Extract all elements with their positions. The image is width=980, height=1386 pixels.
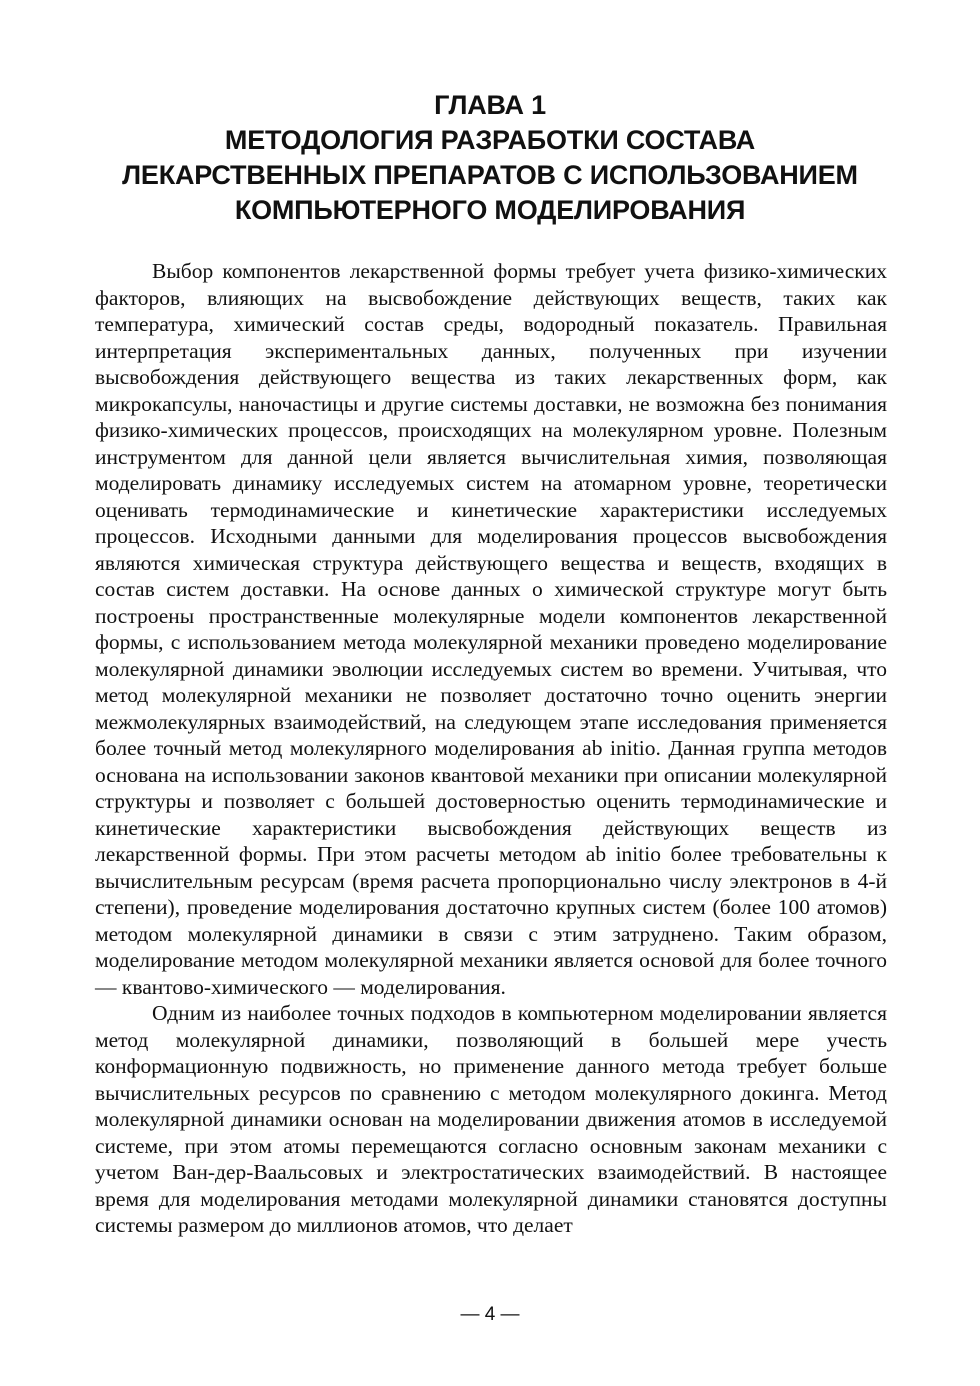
chapter-number: ГЛАВА 1 [434, 90, 546, 120]
chapter-title-line-1: МЕТОДОЛОГИЯ РАЗРАБОТКИ СОСТАВА [224, 125, 756, 155]
page-number: — 4 — [460, 1304, 520, 1325]
paragraph-1: Выбор компонентов лекарственной формы требует учета физико-химических факторов, влияющих на высвобождение действующих веществ, таких как температура, химический состав среды, водородный показатель. Правильная интерпретация экспериментальных данных, полученных при изучении высвобождения действующего вещества из таких лекарственных форм, как микрокапсулы, наночастицы и другие системы доставки, не возможна без понимания физико-химических процессов, происходящих на молекулярном уровне. Полезным инструментом для данной цели является вычислительная химия, позволяющая моделировать динамику исследуемых систем на атомарном уровне, теоретически оценивать термодинамические и кинетические характеристики исследуемых процессов. Исходными данными для моделирования процессов высвобождения являются химическая структура действующего вещества и веществ, входящих в состав систем доставки. На основе данных о химической структуре могут быть построены пространственные молекулярные модели компонентов лекарственной формы, с использованием метода молекулярной механики проведено моделирование молекулярной динамики эволюции исследуемых систем во времени. Учитывая, что метод молекулярной механики не позволяет достаточно точно оценить энергии межмолекулярных взаимодействий, на следующем этапе исследования применяется более точный метод молекулярного моделирования ab initio. Данная группа методов основана на использовании законов квантовой механики при описании молекулярной структуры и позволяет с большей достоверностью оценить термодинамические и кинетические характеристики высвобождения действующих веществ из лекарственной формы. При этом расчеты методом ab initio более требовательны к вычислительным ресурсам (время расчета пропорционально числу электронов в 4-й степени), проведение моделирования достаточно крупных систем (более 100 атомов) методом молекулярной динамики в связи с этим затруднено. Таким образом, моделирование методом молекулярной механики является основой для более точного — квантово-химического — моделирования. [95, 259, 887, 999]
paragraph-2: Одним из наиболее точных подходов в компьютерном моделировании является метод молекулярной динамики, позволяющий в большей мере учесть конформационную подвижность, но применение данного метода требует больше вычислительных ресурсов по сравнению с методом молекулярного докинга. Метод молекулярной динамики основан на моделировании движения атомов в исследуемой системе, при этом атомы перемещаются согласно основным законам механики с учетом Ван-дер-Ваальсовых и электростатических взаимодействий. В настоящее время для моделирования методами молекулярной динамики становятся доступны системы размером до миллионов атомов, что делает [95, 1001, 887, 1237]
chapter-title-line-3: КОМПЬЮТЕРНОГО МОДЕЛИРОВАНИЯ [234, 195, 746, 225]
chapter-title-line-2: ЛЕКАРСТВЕННЫХ ПРЕПАРАТОВ С ИСПОЛЬЗОВАНИЕМ [122, 160, 858, 190]
chapter-heading [90, 88, 890, 228]
body-text [95, 258, 887, 1239]
